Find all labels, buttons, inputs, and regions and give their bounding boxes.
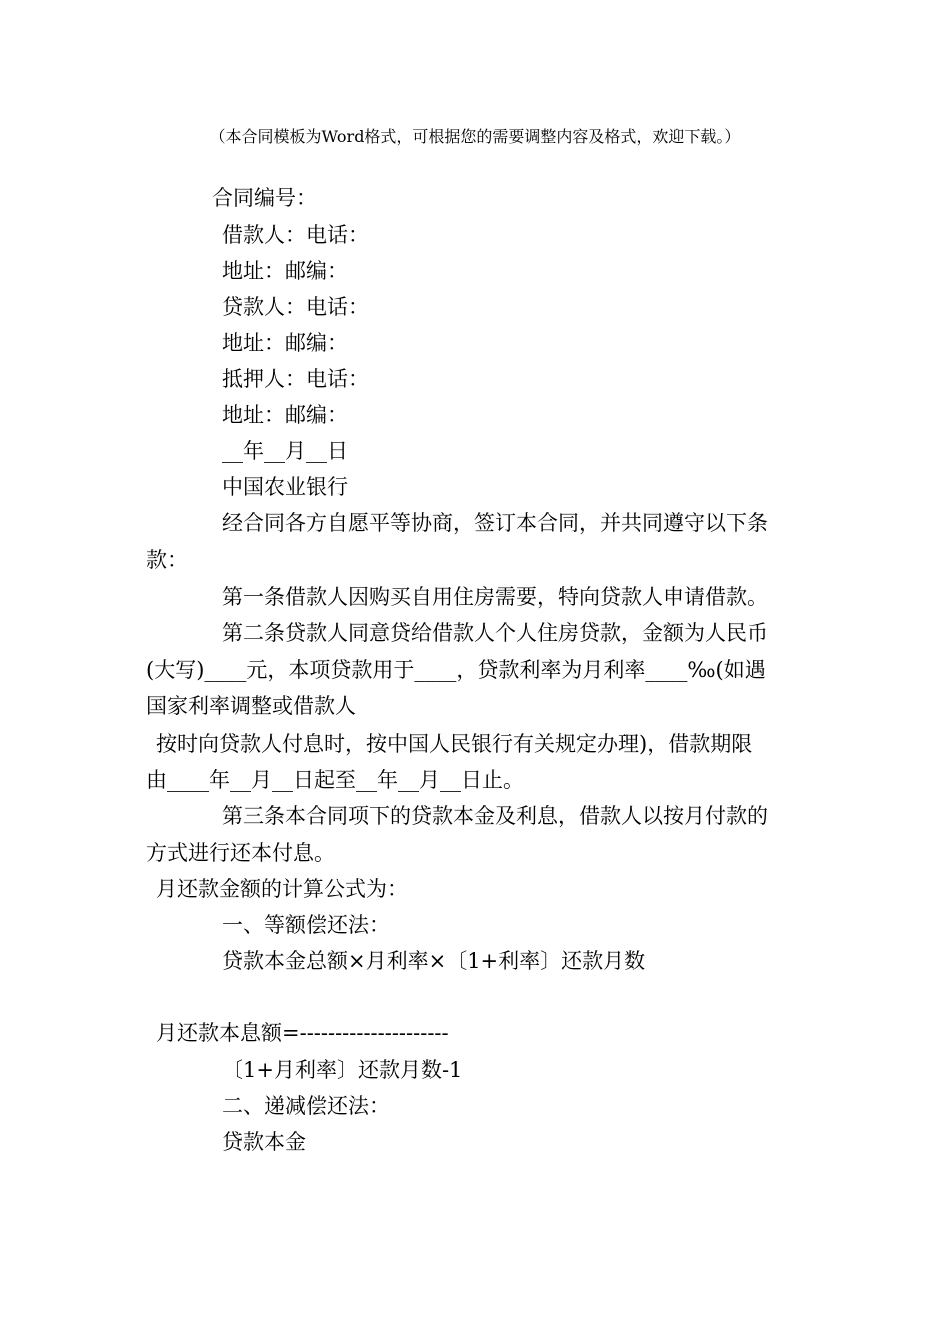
article-2-line-1: 第二条贷款人同意贷给借款人个人住房贷款，金额为人民币 [222,621,768,645]
borrower-label: 借款人：电话： [222,223,369,247]
formula-denominator: 〔1+月利率〕还款月数-1 [222,1058,463,1082]
mortgagor-label: 抵押人：电话： [222,367,369,391]
method-2-heading: 二、递减偿还法： [222,1094,390,1118]
contract-number-label: 合同编号： [212,186,317,210]
template-note: （本合同模板为Word格式，可根据您的需要调整内容及格式，欢迎下载。） [209,127,741,146]
bank-name: 中国农业银行 [222,475,348,499]
formula-lhs: 月还款本息额=--------------------- [156,1021,449,1045]
article-2-line-3: 国家利率调整或借款人 [146,694,356,718]
article-1: 第一条借款人因购买自用住房需要，特向贷款人申请借款。 [222,585,768,609]
article-2-line-2: (大写)____元，本项贷款用于____，贷款利率为月利率____‰(如遇 [146,658,766,682]
intro-line-1: 经合同各方自愿平等协商，签订本合同，并共同遵守以下条 [222,511,768,535]
article-3-line-2: 方式进行还本付息。 [146,841,335,865]
formula-title: 月还款金额的计算公式为： [156,877,408,901]
borrower-address-label: 地址：邮编： [222,259,348,283]
lender-address-label: 地址：邮编： [222,331,348,355]
principal-label: 贷款本金 [222,1130,306,1154]
intro-line-2: 款： [146,548,188,572]
mortgagor-address-label: 地址：邮编： [222,403,348,427]
formula-numerator: 贷款本金总额×月利率×〔1+利率〕还款月数 [222,949,646,973]
article-3-line-1: 第三条本合同项下的贷款本金及利息，借款人以按月付款的 [222,804,768,828]
article-2-line-4: 按时向贷款人付息时，按中国人民银行有关规定办理)，借款期限 [156,732,753,756]
contract-date: __年__月__日 [222,439,348,463]
method-1-heading: 一、等额偿还法： [222,913,390,937]
lender-label: 贷款人：电话： [222,295,369,319]
article-2-line-5: 由____年__月__日起至__年__月__日止。 [146,768,524,792]
